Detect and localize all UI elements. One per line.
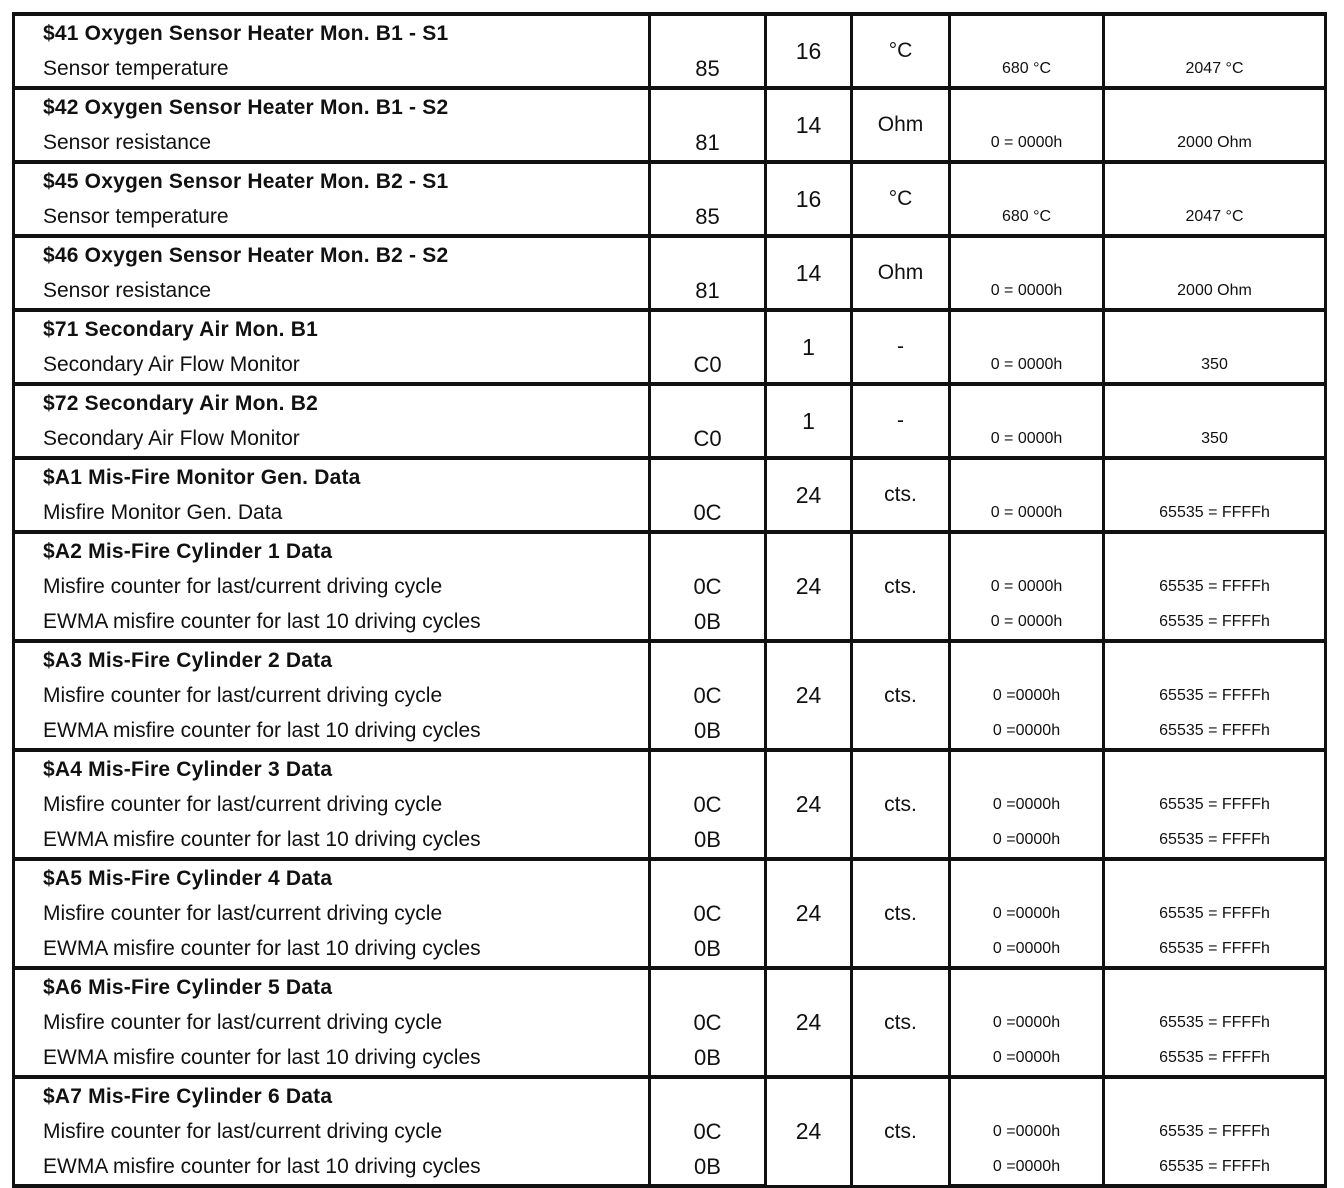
item-min: 0 =0000h bbox=[950, 822, 1104, 859]
item-max: 65535 = FFFFh bbox=[1104, 1114, 1326, 1149]
max-empty-cell bbox=[1104, 859, 1326, 896]
monitor-item-row bbox=[14, 678, 1326, 713]
min-empty-cell bbox=[950, 236, 1104, 273]
monitor-title-row bbox=[14, 236, 1326, 273]
item-label: Misfire counter for last/current driving cycle bbox=[14, 896, 650, 931]
scaling-cell: 24 bbox=[766, 532, 852, 641]
item-min: 0 = 0000h bbox=[950, 495, 1104, 532]
item-label: Misfire counter for last/current driving cycle bbox=[14, 787, 650, 822]
item-label: Misfire counter for last/current driving cycle bbox=[14, 1114, 650, 1149]
item-min: 0 = 0000h bbox=[950, 125, 1104, 162]
item-max: 65535 = FFFFh bbox=[1104, 896, 1326, 931]
monitor-title: $A1 Mis-Fire Monitor Gen. Data bbox=[14, 458, 650, 495]
monitor-title-row bbox=[14, 88, 1326, 125]
item-label: Secondary Air Flow Monitor bbox=[14, 421, 650, 458]
min-empty-cell bbox=[950, 384, 1104, 421]
item-label: EWMA misfire counter for last 10 driving cycles bbox=[14, 604, 650, 641]
monitor-title: $42 Oxygen Sensor Heater Mon. B1 - S2 bbox=[14, 88, 650, 125]
item-min: 0 =0000h bbox=[950, 896, 1104, 931]
monitor-title: $A3 Mis-Fire Cylinder 2 Data bbox=[14, 641, 650, 678]
monitor-title-row bbox=[14, 750, 1326, 787]
min-empty-cell bbox=[950, 750, 1104, 787]
monitor-item-row bbox=[14, 569, 1326, 604]
unit-cell: - bbox=[852, 310, 950, 384]
item-max: 65535 = FFFFh bbox=[1104, 604, 1326, 641]
item-mid: 0B bbox=[650, 604, 766, 641]
unit-cell: cts. bbox=[852, 458, 950, 532]
item-mid: 0C bbox=[650, 495, 766, 532]
mid-empty-cell bbox=[650, 859, 766, 896]
max-empty-cell bbox=[1104, 310, 1326, 347]
max-empty-cell bbox=[1104, 384, 1326, 421]
item-mid: 81 bbox=[650, 273, 766, 310]
monitor-item-row bbox=[14, 787, 1326, 822]
min-empty-cell bbox=[950, 968, 1104, 1005]
item-min: 0 =0000h bbox=[950, 713, 1104, 750]
monitor-title: $41 Oxygen Sensor Heater Mon. B1 - S1 bbox=[14, 14, 650, 51]
scaling-cell: 16 bbox=[766, 14, 852, 88]
monitor-item-row bbox=[14, 604, 1326, 641]
mid-empty-cell bbox=[650, 532, 766, 569]
max-empty-cell bbox=[1104, 88, 1326, 125]
mid-empty-cell bbox=[650, 88, 766, 125]
monitor-title-row bbox=[14, 14, 1326, 51]
monitor-title: $A5 Mis-Fire Cylinder 4 Data bbox=[14, 859, 650, 896]
obd-monitor-table bbox=[12, 12, 1327, 1188]
item-max: 350 bbox=[1104, 421, 1326, 458]
max-empty-cell bbox=[1104, 968, 1326, 1005]
item-min: 0 =0000h bbox=[950, 931, 1104, 968]
item-mid: 0C bbox=[650, 1005, 766, 1040]
monitor-title: $45 Oxygen Sensor Heater Mon. B2 - S1 bbox=[14, 162, 650, 199]
monitor-item-row bbox=[14, 125, 1326, 162]
unit-cell: °C bbox=[852, 14, 950, 88]
item-max: 350 bbox=[1104, 347, 1326, 384]
item-min: 0 =0000h bbox=[950, 1114, 1104, 1149]
min-empty-cell bbox=[950, 641, 1104, 678]
item-min: 680 °C bbox=[950, 51, 1104, 88]
monitor-title-row bbox=[14, 384, 1326, 421]
item-max: 2000 Ohm bbox=[1104, 125, 1326, 162]
item-mid: 85 bbox=[650, 199, 766, 236]
monitor-item-row bbox=[14, 347, 1326, 384]
item-max: 2047 °C bbox=[1104, 199, 1326, 236]
monitor-title: $A4 Mis-Fire Cylinder 3 Data bbox=[14, 750, 650, 787]
item-max: 65535 = FFFFh bbox=[1104, 495, 1326, 532]
min-empty-cell bbox=[950, 458, 1104, 495]
monitor-title-row bbox=[14, 1077, 1326, 1114]
unit-cell: cts. bbox=[852, 968, 950, 1077]
min-empty-cell bbox=[950, 162, 1104, 199]
item-label: EWMA misfire counter for last 10 driving cycles bbox=[14, 931, 650, 968]
item-mid: C0 bbox=[650, 347, 766, 384]
item-min: 0 = 0000h bbox=[950, 421, 1104, 458]
max-empty-cell bbox=[1104, 458, 1326, 495]
table-body bbox=[14, 14, 1326, 1186]
max-empty-cell bbox=[1104, 750, 1326, 787]
mid-empty-cell bbox=[650, 14, 766, 51]
monitor-title-row bbox=[14, 532, 1326, 569]
item-mid: 0B bbox=[650, 822, 766, 859]
max-empty-cell bbox=[1104, 1077, 1326, 1114]
scaling-cell: 24 bbox=[766, 641, 852, 750]
item-label: EWMA misfire counter for last 10 driving cycles bbox=[14, 1149, 650, 1186]
max-empty-cell bbox=[1104, 532, 1326, 569]
unit-cell: cts. bbox=[852, 859, 950, 968]
monitor-title: $46 Oxygen Sensor Heater Mon. B2 - S2 bbox=[14, 236, 650, 273]
item-label: Misfire counter for last/current driving cycle bbox=[14, 569, 650, 604]
unit-cell: - bbox=[852, 384, 950, 458]
item-min: 0 = 0000h bbox=[950, 347, 1104, 384]
item-label: Secondary Air Flow Monitor bbox=[14, 347, 650, 384]
item-mid: 0C bbox=[650, 678, 766, 713]
unit-cell: cts. bbox=[852, 750, 950, 859]
monitor-title: $A7 Mis-Fire Cylinder 6 Data bbox=[14, 1077, 650, 1114]
scaling-cell: 16 bbox=[766, 162, 852, 236]
monitor-item-row bbox=[14, 199, 1326, 236]
item-mid: 81 bbox=[650, 125, 766, 162]
min-empty-cell bbox=[950, 14, 1104, 51]
monitor-title-row bbox=[14, 162, 1326, 199]
scaling-cell: 14 bbox=[766, 236, 852, 310]
item-min: 680 °C bbox=[950, 199, 1104, 236]
item-label: Sensor temperature bbox=[14, 199, 650, 236]
monitor-title-row bbox=[14, 968, 1326, 1005]
monitor-title-row bbox=[14, 859, 1326, 896]
max-empty-cell bbox=[1104, 14, 1326, 51]
item-mid: 0B bbox=[650, 713, 766, 750]
max-empty-cell bbox=[1104, 641, 1326, 678]
unit-cell: °C bbox=[852, 162, 950, 236]
item-max: 65535 = FFFFh bbox=[1104, 1040, 1326, 1077]
item-mid: 0C bbox=[650, 896, 766, 931]
monitor-item-row bbox=[14, 495, 1326, 532]
item-mid: 0C bbox=[650, 787, 766, 822]
item-max: 65535 = FFFFh bbox=[1104, 678, 1326, 713]
item-label: Misfire counter for last/current driving cycle bbox=[14, 1005, 650, 1040]
scaling-cell: 14 bbox=[766, 88, 852, 162]
item-mid: 0B bbox=[650, 1040, 766, 1077]
monitor-title: $71 Secondary Air Mon. B1 bbox=[14, 310, 650, 347]
item-max: 65535 = FFFFh bbox=[1104, 787, 1326, 822]
item-max: 65535 = FFFFh bbox=[1104, 569, 1326, 604]
monitor-item-row bbox=[14, 51, 1326, 88]
monitor-item-row bbox=[14, 822, 1326, 859]
monitor-title-row bbox=[14, 310, 1326, 347]
min-empty-cell bbox=[950, 88, 1104, 125]
unit-cell: cts. bbox=[852, 532, 950, 641]
item-min: 0 = 0000h bbox=[950, 604, 1104, 641]
item-label: EWMA misfire counter for last 10 driving cycles bbox=[14, 713, 650, 750]
item-label: Misfire Monitor Gen. Data bbox=[14, 495, 650, 532]
mid-empty-cell bbox=[650, 641, 766, 678]
item-min: 0 = 0000h bbox=[950, 569, 1104, 604]
item-label: EWMA misfire counter for last 10 driving cycles bbox=[14, 1040, 650, 1077]
scaling-cell: 24 bbox=[766, 1077, 852, 1186]
mid-empty-cell bbox=[650, 310, 766, 347]
monitor-title-row bbox=[14, 458, 1326, 495]
monitor-title: $A6 Mis-Fire Cylinder 5 Data bbox=[14, 968, 650, 1005]
item-label: Sensor resistance bbox=[14, 273, 650, 310]
item-max: 65535 = FFFFh bbox=[1104, 931, 1326, 968]
min-empty-cell bbox=[950, 310, 1104, 347]
item-min: 0 =0000h bbox=[950, 1040, 1104, 1077]
scaling-cell: 1 bbox=[766, 384, 852, 458]
unit-cell: cts. bbox=[852, 641, 950, 750]
monitor-item-row bbox=[14, 713, 1326, 750]
min-empty-cell bbox=[950, 859, 1104, 896]
scaling-cell: 24 bbox=[766, 750, 852, 859]
monitor-title: $A2 Mis-Fire Cylinder 1 Data bbox=[14, 532, 650, 569]
item-min: 0 =0000h bbox=[950, 1149, 1104, 1186]
item-max: 65535 = FFFFh bbox=[1104, 1005, 1326, 1040]
monitor-item-row bbox=[14, 931, 1326, 968]
monitor-item-row bbox=[14, 896, 1326, 931]
max-empty-cell bbox=[1104, 162, 1326, 199]
item-mid: 0C bbox=[650, 569, 766, 604]
min-empty-cell bbox=[950, 1077, 1104, 1114]
item-mid: 85 bbox=[650, 51, 766, 88]
monitor-item-row bbox=[14, 1040, 1326, 1077]
mid-empty-cell bbox=[650, 236, 766, 273]
mid-empty-cell bbox=[650, 968, 766, 1005]
mid-empty-cell bbox=[650, 384, 766, 421]
scaling-cell: 24 bbox=[766, 968, 852, 1077]
item-min: 0 =0000h bbox=[950, 787, 1104, 822]
item-max: 2000 Ohm bbox=[1104, 273, 1326, 310]
monitor-item-row bbox=[14, 273, 1326, 310]
mid-empty-cell bbox=[650, 1077, 766, 1114]
mid-empty-cell bbox=[650, 458, 766, 495]
monitor-item-row bbox=[14, 1005, 1326, 1040]
item-max: 2047 °C bbox=[1104, 51, 1326, 88]
monitor-item-row bbox=[14, 1114, 1326, 1149]
item-label: EWMA misfire counter for last 10 driving cycles bbox=[14, 822, 650, 859]
item-label: Sensor resistance bbox=[14, 125, 650, 162]
monitor-item-row bbox=[14, 421, 1326, 458]
item-label: Misfire counter for last/current driving cycle bbox=[14, 678, 650, 713]
item-max: 65535 = FFFFh bbox=[1104, 1149, 1326, 1186]
unit-cell: Ohm bbox=[852, 88, 950, 162]
item-min: 0 =0000h bbox=[950, 678, 1104, 713]
min-empty-cell bbox=[950, 532, 1104, 569]
item-mid: C0 bbox=[650, 421, 766, 458]
unit-cell: cts. bbox=[852, 1077, 950, 1186]
item-max: 65535 = FFFFh bbox=[1104, 713, 1326, 750]
max-empty-cell bbox=[1104, 236, 1326, 273]
scaling-cell: 24 bbox=[766, 859, 852, 968]
monitor-title: $72 Secondary Air Mon. B2 bbox=[14, 384, 650, 421]
item-mid: 0B bbox=[650, 931, 766, 968]
item-mid: 0B bbox=[650, 1149, 766, 1186]
unit-cell: Ohm bbox=[852, 236, 950, 310]
item-label: Sensor temperature bbox=[14, 51, 650, 88]
item-min: 0 = 0000h bbox=[950, 273, 1104, 310]
scaling-cell: 24 bbox=[766, 458, 852, 532]
item-max: 65535 = FFFFh bbox=[1104, 822, 1326, 859]
monitor-item-row bbox=[14, 1149, 1326, 1186]
item-mid: 0C bbox=[650, 1114, 766, 1149]
item-min: 0 =0000h bbox=[950, 1005, 1104, 1040]
scaling-cell: 1 bbox=[766, 310, 852, 384]
mid-empty-cell bbox=[650, 162, 766, 199]
monitor-title-row bbox=[14, 641, 1326, 678]
mid-empty-cell bbox=[650, 750, 766, 787]
